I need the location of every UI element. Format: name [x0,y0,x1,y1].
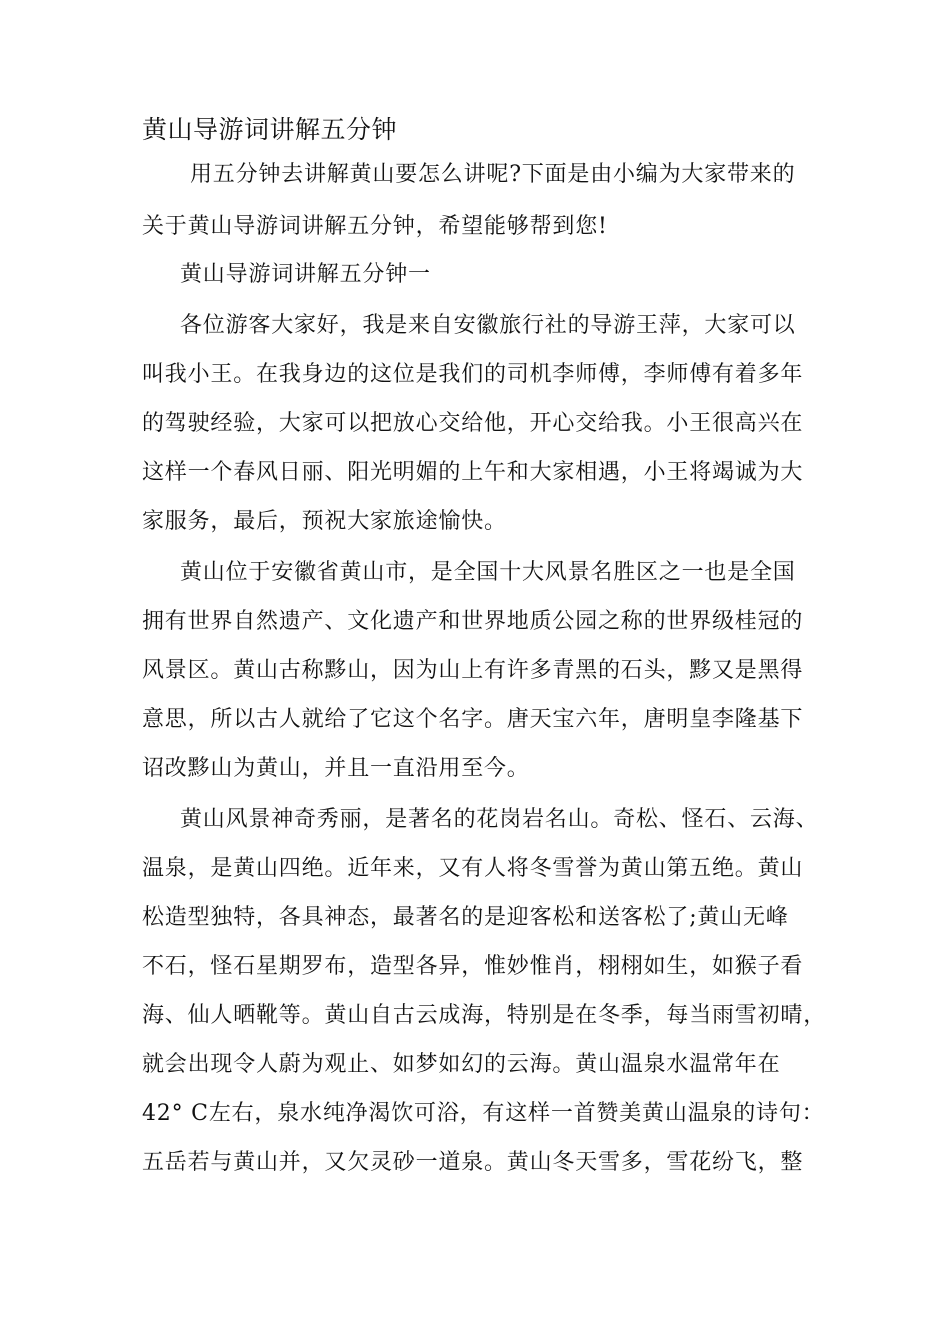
text-line: 关于黄山导游词讲解五分钟，希望能够帮到您! [142,214,608,239]
text-line: 松造型独特，各具神态，最著名的是迎客松和送客松了;黄山无峰 [142,905,789,930]
text-line: 诏改黟山为黄山，并且一直沿用至今。 [142,756,530,781]
text-line: 这样一个春风日丽、阳光明媚的上午和大家相遇，小王将竭诚为大 [142,460,804,485]
text-line: 拥有世界自然遗产、文化遗产和世界地质公园之称的世界级桂冠的 [142,609,804,634]
text-line: 家服务，最后，预祝大家旅途愉快。 [142,509,507,534]
text-line: 叫我小王。在我身边的这位是我们的司机李师傅，李师傅有着多年 [142,362,804,387]
text-line: 温泉，是黄山四绝。近年来，又有人将冬雪誉为黄山第五绝。黄山 [142,856,804,881]
section-heading: 黄山导游词讲解五分钟一 [180,262,431,287]
text-line: 就会出现令人蔚为观止、如梦如幻的云海。黄山温泉水温常年在 [142,1052,781,1077]
text-line: 用五分钟去讲解黄山要怎么讲呢?下面是由小编为大家带来的 [190,162,796,187]
text-line: 的驾驶经验，大家可以把放心交给他，开心交给我。小王很高兴在 [142,411,804,436]
text-line: 黄山风景神奇秀丽，是著名的花岗岩名山。奇松、怪石、云海、 [180,807,819,832]
text-line: 意思，所以古人就给了它这个名字。唐天宝六年，唐明皇李隆基下 [142,707,804,732]
document-title: 黄山导游词讲解五分钟 [142,115,398,144]
text-line: 黄山位于安徽省黄山市，是全国十大风景名胜区之一也是全国 [180,560,796,585]
text-line: 42° C左右，泉水纯净渴饮可浴，有这样一首赞美黄山温泉的诗句： [142,1101,825,1126]
text-line: 海、仙人晒靴等。黄山自古云成海，特别是在冬季，每当雨雪初晴， [142,1003,827,1028]
text-line: 不石，怪石星期罗布，造型各异，惟妙惟肖，栩栩如生，如猴子看 [142,954,804,979]
text-line: 五岳若与黄山并，又欠灵砂一道泉。黄山冬天雪多，雪花纷飞，整 [142,1150,804,1175]
text-line: 风景区。黄山古称黟山，因为山上有许多青黑的石头，黟又是黑得 [142,658,804,683]
text-line: 各位游客大家好，我是来自安徽旅行社的导游王萍，大家可以 [180,313,796,338]
